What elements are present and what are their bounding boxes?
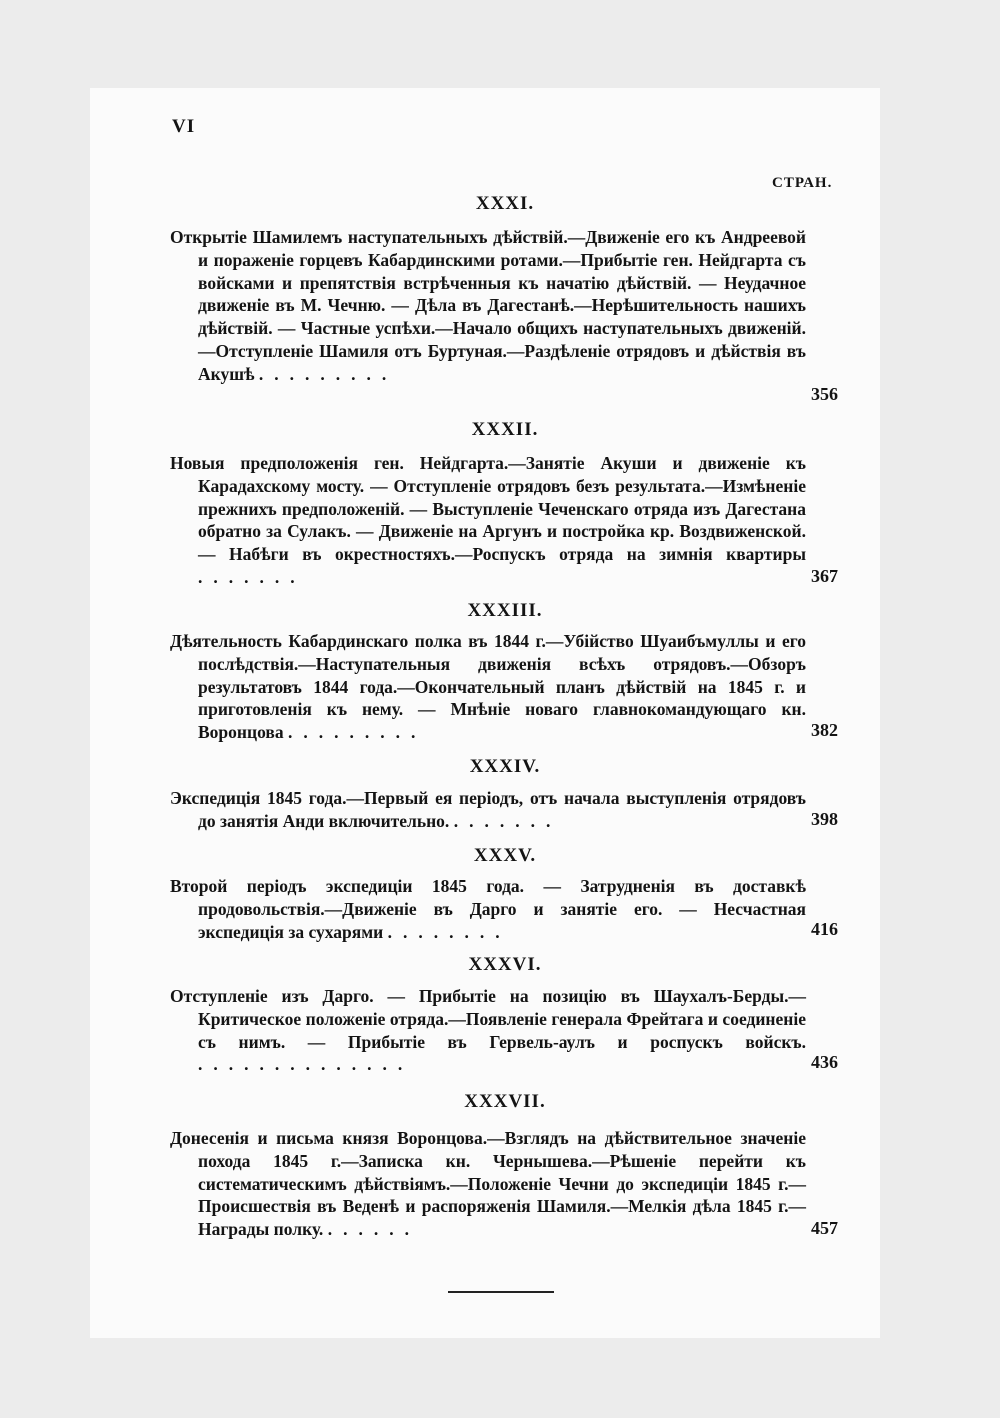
chapter-summary-text: Новыя предположенія ген. Нейдгарта.—Занятіе Акуши и движеніе къ Карадахскому мосту. — Отступленіе отрядовъ безъ результата.—Измѣненіе прежнихъ предположеній. — Выступленіе Чеченскаго отряда изъ Дагестана обратно за Сулакъ. — Движеніе на Аргунъ и постройка кр. Воздвиженской. — Набѣги въ окрестностяхъ.—Роспускъ отряда на зимнія квартиры	[170, 453, 806, 565]
closing-rule	[448, 1291, 554, 1293]
page-number: VI	[172, 116, 196, 137]
chapter-number: XXXVII.	[464, 1091, 546, 1112]
page-column-header: СТРАН.	[772, 175, 833, 191]
leader-dots: .........	[287, 722, 427, 743]
chapter-number: XXXIII.	[467, 600, 543, 621]
leader-dots: ........	[387, 921, 511, 942]
chapter-summary	[170, 787, 806, 833]
chapter-number: XXXVI.	[468, 954, 542, 975]
chapter-summary-text: Донесенія и письма князя Воронцова.—Взглядъ на дѣйствительное значеніе похода 1845 г.—Записка кн. Чернышева.—Рѣшеніе перейти къ систематическимъ дѣйствіямъ.—Положеніе Чечни до экспедиціи 1845 г.—Происшествія въ Веденѣ и распоряженія Шамиля.—Мелкія дѣла 1845 г.—Награды полку.	[170, 1128, 806, 1240]
chapter-summary	[170, 1127, 806, 1241]
chapter-page-ref: 436	[811, 1052, 838, 1072]
chapter-summary-text: Отступленіе изъ Дарго. — Прибытіе на позицію въ Шаухалъ-Берды.—Критическое положеніе отряда.—Появленіе генерала Фрейтага и соединеніе съ нимъ. — Прибытіе въ Гервель-аулъ и роспускъ войскъ.	[170, 986, 806, 1052]
leader-dots: .........	[258, 363, 398, 384]
chapter-summary	[170, 630, 806, 744]
chapter-number: XXXI.	[475, 193, 535, 214]
chapter-page-ref: 416	[811, 919, 838, 939]
chapter-summary	[170, 875, 806, 943]
chapter-summary	[170, 226, 806, 386]
chapter-page-ref: 367	[811, 566, 838, 586]
chapter-summary-text: Экспедиція 1845 года.—Первый ея періодъ, отъ начала выступленія отрядовъ до занятія Анди включительно.	[170, 788, 806, 831]
chapter-page-ref: 382	[811, 720, 838, 740]
chapter-summary	[170, 985, 806, 1076]
chapter-number: XXXII.	[471, 419, 539, 440]
chapter-number: XXXV.	[473, 845, 537, 866]
chapter-summary-text: Второй періодъ экспедиціи 1845 года. — Затрудненія въ доставкѣ продовольствія.—Движеніе въ Дарго и занятіе его. — Несчастная экспедиція за сухарями	[170, 876, 806, 942]
leader-dots: .......	[453, 810, 562, 831]
chapter-page-ref: 356	[811, 384, 838, 404]
chapter-summary-text: Дѣятельность Кабардинскаго полка въ 1844 г.—Убійство Шуаибъмуллы и его послѣдствія.—Наступательныя движенія всѣхъ отрядовъ.—Обзоръ результатовъ 1844 года.—Окончательный планъ дѣйствій на 1845 г. и приготовленія къ нему. — Мнѣніе новаго главнокомандующаго кн. Воронцова	[170, 631, 806, 743]
chapter-page-ref: 457	[811, 1218, 838, 1238]
chapter-summary-text: Открытіе Шамилемъ наступательныхъ дѣйствій.—Движеніе его къ Андреевой и пораженіе горцевъ Кабардинскими ротами.—Прибытіе ген. Нейдгарта съ войсками и препятствія встрѣченныя къ начатію дѣйствій. — Неудачное движеніе въ М. Чечню. — Дѣла въ Дагестанѣ.—Нерѣшительность нашихъ дѣйствій. — Частные успѣхи.—Начало общихъ наступательныхъ движеній.—Отступленіе Шамиля отъ Буртуная.—Раздѣленіе отрядовъ и дѣйствія въ Акушѣ	[170, 227, 806, 384]
chapter-page-ref: 398	[811, 809, 838, 829]
chapter-number: XXXIV.	[469, 756, 541, 777]
chapter-summary	[170, 452, 806, 589]
leader-dots: ..............	[198, 1054, 414, 1075]
leader-dots: .......	[198, 566, 306, 587]
leader-dots: ......	[327, 1219, 420, 1240]
